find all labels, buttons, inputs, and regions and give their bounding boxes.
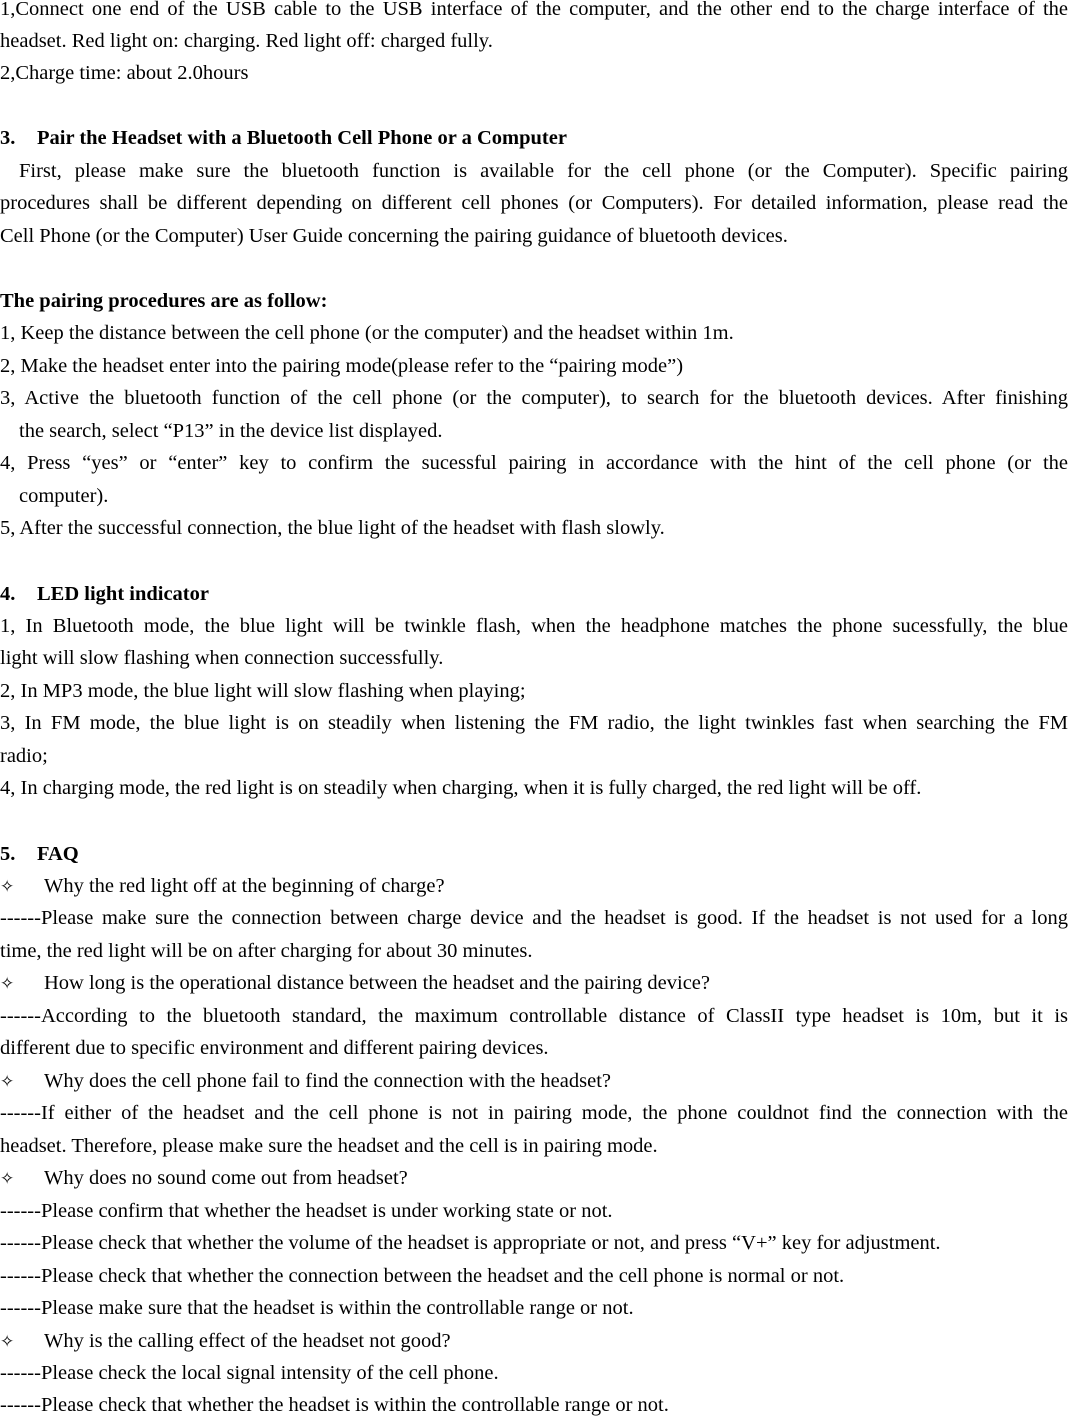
pairing-step-2: 2, Make the headset enter into the pairing mode(please refer to the “pairing mode”)	[0, 355, 684, 377]
pairing-step-3-cont: the search, select “P13” in the device list displayed.	[19, 420, 443, 442]
led-item-1-cont: light will slow flashing when connection successfully.	[0, 647, 444, 669]
faq-question-text: How long is the operational distance between the headset and the pairing device?	[44, 972, 711, 994]
diamond-bullet-icon: ✧	[0, 1072, 15, 1092]
charging-step-1-cont: headset. Red light on: charging. Red light off: charged fully.	[0, 30, 493, 52]
faq-answer-4a: ------Please confirm that whether the headset is under working state or not.	[0, 1200, 613, 1222]
pairing-procedures-subheading: The pairing procedures are as follow:	[0, 290, 328, 312]
faq-question-text: Why is the calling effect of the headset not good?	[44, 1330, 451, 1352]
faq-question-2	[0, 967, 1068, 999]
faq-answer-5b: ------Please check that whether the headset is within the controllable range or not.	[0, 1394, 669, 1416]
faq-answer-3: ------If either of the headset and the cell phone is not in pairing mode, the phone couldnot find the connection with the	[0, 1102, 1068, 1124]
pairing-intro-end: Cell Phone (or the Computer) User Guide concerning the pairing guidance of bluetooth devices.	[0, 225, 788, 247]
diamond-bullet-icon: ✧	[0, 1169, 15, 1189]
faq-question-5	[0, 1325, 1068, 1357]
pairing-step-5: 5, After the successful connection, the blue light of the headset with flash slowly.	[0, 517, 665, 539]
led-item-2: 2, In MP3 mode, the blue light will slow flashing when playing;	[0, 680, 526, 702]
led-heading-number: 4.	[0, 583, 16, 605]
led-item-4: 4, In charging mode, the red light is on steadily when charging, when it is fully charged, the red light will be off.	[0, 777, 922, 799]
pairing-step-4-cont: computer).	[19, 485, 109, 507]
charging-step-2: 2,Charge time: about 2.0hours	[0, 62, 249, 84]
faq-answer-2: ------According to the bluetooth standard, the maximum controllable distance of ClassII type headset is 10m, but it is	[0, 1005, 1068, 1027]
diamond-bullet-icon: ✧	[0, 877, 15, 897]
led-item-3-cont: radio;	[0, 745, 48, 767]
faq-answer-4c: ------Please check that whether the connection between the headset and the cell phone is normal or not.	[0, 1265, 845, 1287]
faq-question-text: Why the red light off at the beginning of charge?	[44, 875, 445, 897]
pairing-step-3: 3, Active the bluetooth function of the cell phone (or the computer), to search for the bluetooth devices. After finishing	[0, 387, 1068, 409]
faq-question-4	[0, 1162, 1068, 1194]
faq-question-text: Why does no sound come out from headset?	[44, 1167, 408, 1189]
faq-question-3	[0, 1065, 1068, 1097]
faq-answer-3-cont: headset. Therefore, please make sure the headset and the cell is in pairing mode.	[0, 1135, 658, 1157]
faq-answer-4d: ------Please make sure that the headset is within the controllable range or not.	[0, 1297, 634, 1319]
led-item-1: 1, In Bluetooth mode, the blue light will be twinkle flash, when the headphone matches the phone sucessfully, the blue	[0, 615, 1068, 637]
faq-answer-5a: ------Please check the local signal intensity of the cell phone.	[0, 1362, 499, 1384]
pairing-heading	[0, 122, 1068, 154]
faq-heading-title: FAQ	[37, 843, 79, 865]
faq-answer-2-cont: different due to specific environment and different pairing devices.	[0, 1037, 549, 1059]
diamond-bullet-icon: ✧	[0, 974, 15, 994]
faq-heading	[0, 838, 1068, 870]
diamond-bullet-icon: ✧	[0, 1332, 15, 1352]
faq-question-1	[0, 870, 1068, 902]
pairing-heading-number: 3.	[0, 127, 16, 149]
charging-step-1: 1,Connect one end of the USB cable to the USB interface of the computer, and the other end to the charge interface of the	[0, 0, 1068, 20]
pairing-heading-title: Pair the Headset with a Bluetooth Cell Phone or a Computer	[37, 127, 567, 149]
faq-answer-4b: ------Please check that whether the volume of the headset is appropriate or not, and press “V+” key for adjustment.	[0, 1232, 941, 1254]
faq-heading-number: 5.	[0, 843, 16, 865]
pairing-intro-cont: procedures shall be different depending on different cell phones (or Computers). For detailed information, please read the	[0, 192, 1068, 214]
pairing-intro: First, please make sure the bluetooth function is available for the cell phone (or the Computer). Specific pairing	[19, 160, 1068, 182]
faq-answer-1: ------Please make sure the connection between charge device and the headset is good. If the headset is not used for a long	[0, 907, 1068, 929]
led-heading-title: LED light indicator	[37, 583, 209, 605]
faq-answer-1-cont: time, the red light will be on after charging for about 30 minutes.	[0, 940, 533, 962]
pairing-step-4: 4, Press “yes” or “enter” key to confirm the sucessful pairing in accordance with the hint of the cell phone (or the	[0, 452, 1068, 474]
pairing-step-1: 1, Keep the distance between the cell phone (or the computer) and the headset within 1m.	[0, 322, 734, 344]
led-heading	[0, 578, 1068, 610]
led-item-3: 3, In FM mode, the blue light is on steadily when listening the FM radio, the light twinkles fast when searching the FM	[0, 712, 1068, 734]
faq-question-text: Why does the cell phone fail to find the connection with the headset?	[44, 1070, 611, 1092]
